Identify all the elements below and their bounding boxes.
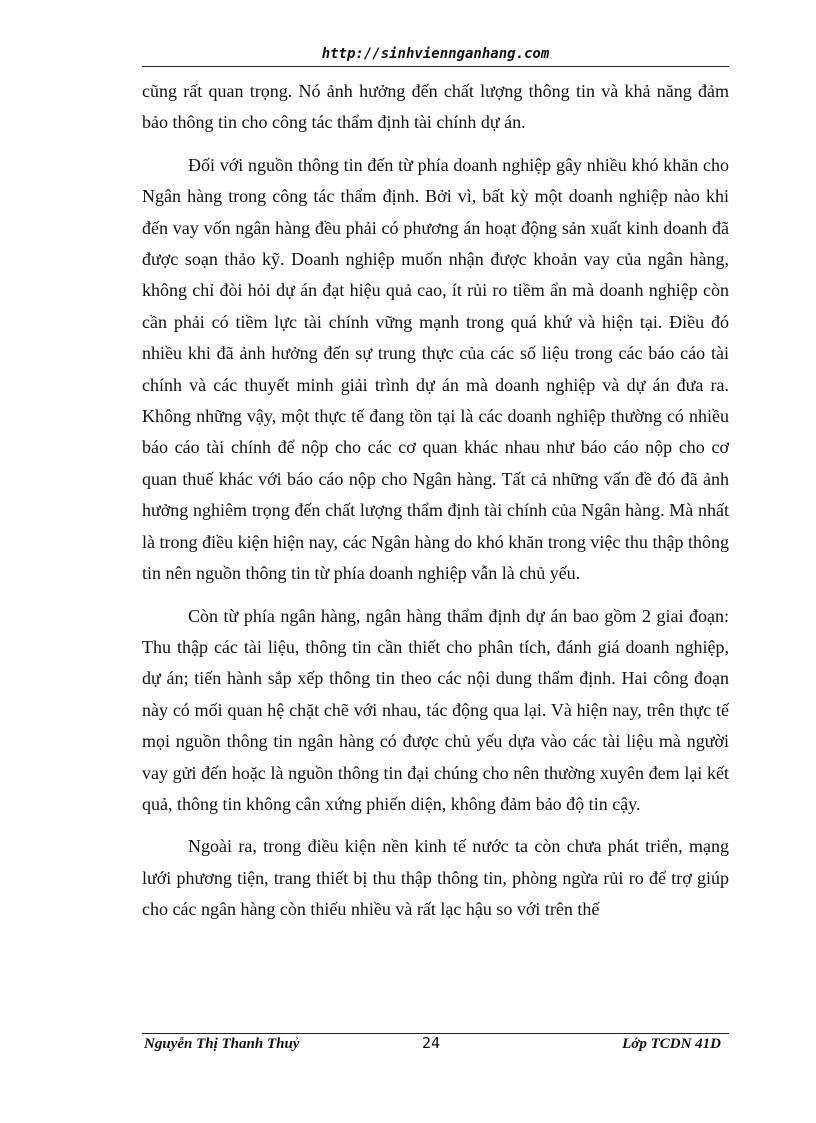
footer-class: Lớp TCDN 41D [622,1036,721,1052]
header-rule [142,66,729,67]
page-number: 24 [422,1034,441,1052]
body-text [142,76,729,937]
paragraph-3: Còn từ phía ngân hàng, ngân hàng thẩm định dự án bao gồm 2 giai đoạn: Thu thập các tài liệu, thông tin cần thiết cho phân tích, đánh giá doanh nghiệp, dự án; tiến hành sắp xếp thông tin theo các nội dung thẩm định. Hai công đoạn này có mối quan hệ chặt chẽ với nhau, tác động qua lại. Và hiện nay, trên thực tế mọi nguồn thông tin ngân hàng có được chủ yếu dựa vào các tài liệu mà người vay gửi đến hoặc là nguồn thông tin đại chúng cho nên thường xuyên đem lại kết quả, thông tin không cân xứng phiến diện, không đảm bảo độ tin cậy. [142,605,729,814]
footer-author: Nguyễn Thị Thanh Thuỷ [144,1036,300,1052]
footer [142,1036,729,1058]
paragraph-4: Ngoài ra, trong điều kiện nền kinh tế nước ta còn chưa phát triển, mạng lưới phương tiện, trang thiết bị thu thập thông tin, phòng ngừa rủi ro để trợ giúp cho các ngân hàng còn thiếu nhiều và rất lạc hậu so với trên thế [142,836,729,920]
paragraph-1: cũng rất quan trọng. Nó ảnh hưởng đến chất lượng thông tin và khả năng đảm bảo thông tin cho công tác thẩm định tài chính dự án. [142,81,729,133]
header-url: http://sinhviennganhang.com [321,46,550,62]
paragraph-2: Đối với nguồn thông tin đến từ phía doanh nghiệp gây nhiều khó khăn cho Ngân hàng trong công tác thẩm định. Bởi vì, bất kỳ một doanh nghiệp nào khi đến vay vốn ngân hàng đều phải có phương án hoạt động sản xuất kinh doanh đã được soạn thảo kỹ. Doanh nghiệp muốn nhận được khoản vay của ngân hàng, không chỉ đòi hỏi dự án đạt hiệu quả cao, ít rủi ro tiềm ẩn mà doanh nghiệp còn cần phải có tiềm lực tài chính vững mạnh trong quá khứ và hiện tại. Điều đó nhiều khi đã ảnh hưởng đến sự trung thực của các số liệu trong các báo cáo tài chính và các thuyết minh giải trình dự án mà doanh nghiệp và dự án đưa ra. Không những vậy, một thực tế đang tồn tại là các doanh nghiệp thường có nhiều báo cáo tài chính để nộp cho các cơ quan khác nhau như báo cáo nộp cho cơ quan thuế khác với báo cáo nộp cho Ngân hàng. Tất cả những vấn đề đó đã ảnh hưởng nghiêm trọng đến chất lượng thẩm định tài chính của Ngân hàng. Mà nhất là trong điều kiện hiện nay, các Ngân hàng do khó khăn trong việc thu thập thông tin nên nguồn thông tin từ phía doanh nghiệp vẫn là chủ yếu. [142,154,729,584]
